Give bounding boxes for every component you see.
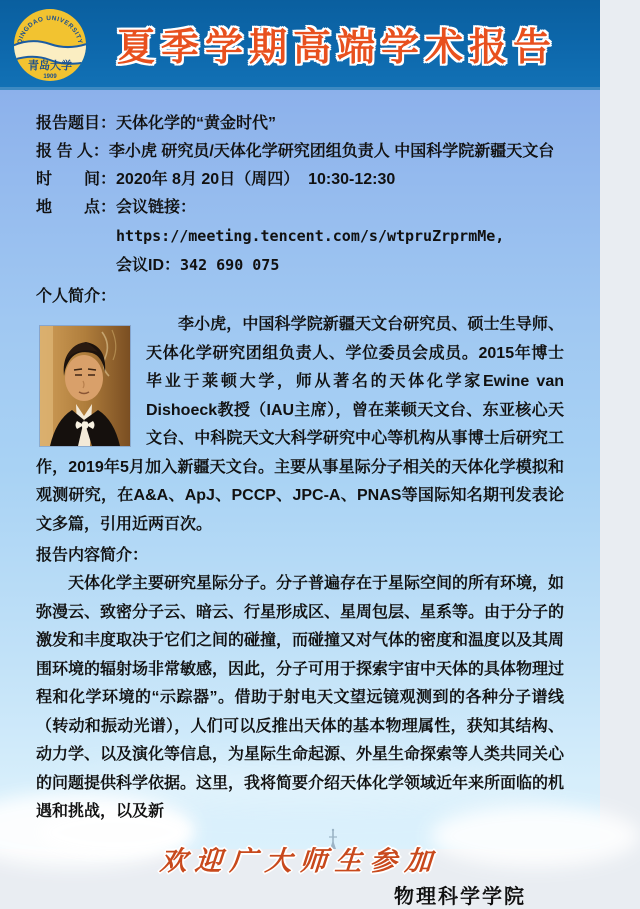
welcome-slogan: 欢迎广大师生参加 — [158, 845, 441, 877]
topic-value: 天体化学的“黄金时代” — [116, 115, 277, 132]
info-row-speaker — [36, 138, 564, 166]
meeting-id-label: 会议ID： — [116, 257, 181, 274]
poster-footer — [36, 839, 564, 909]
speaker-label: 报 告 人： — [36, 143, 109, 160]
location-value — [116, 194, 564, 251]
meeting-id-value — [116, 251, 279, 280]
svg-text:1909: 1909 — [43, 73, 57, 80]
poster-title: 夏季学期高端学术报告 — [116, 27, 557, 69]
meeting-id-number: 342 690 075 — [180, 256, 280, 274]
time-value: 2020年 8月 20日（周四） 10:30-12:30 — [116, 171, 396, 188]
qingdao-university-logo-icon — [12, 7, 88, 83]
bio-section — [36, 311, 564, 539]
bio-heading: 个人简介： — [36, 288, 117, 305]
info-row-location — [36, 194, 564, 251]
department-name: 物理科学学院 — [394, 885, 526, 908]
abstract-heading: 报告内容简介： — [36, 547, 149, 564]
poster-body — [0, 90, 600, 909]
svg-text:青岛大学: 青岛大学 — [28, 59, 72, 72]
bio-paragraph: 李小虎，中国科学院新疆天文台研究员、硕士生导师、天体化学研究团组负责人、学位委员会成员。2015年博士毕业于莱顿大学，师从著名的天体化学家Ewine van Dishoeck教授（IAU主席），曾在莱顿天文台、东亚核心天文台、中科院天文大科学研究中心等机构从事博士后研究工作，2019年5月加入新疆天文台。主要从事星际分子相关的天体化学模拟和观测研究，在A&A、ApJ、PCCP、JPC-A、PNAS等国际知名期刊发表论文多篇，引用近两百次。 — [36, 316, 564, 533]
abstract-paragraph: 天体化学主要研究星际分子。分子普遍存在于星际空间的所有环境，如弥漫云、致密分子云、暗云、行星形成区、星周包层、星系等。由于分子的激发和丰度取决于它们之间的碰撞，而碰撞又对气体的密度和温度以及其周围环境的辐射场非常敏感，因此，分子可用于探索宇宙中天体的具体物理过程和化学环境的“示踪器”。借助于射电天文望远镜观测到的各种分子谱线（转动和振动光谱），人们可以反推出天体的基本物理属性，获知其结构、动力学、以及演化等信息，为星际生命起源、外星生命探索等人类共同关心的问题提供科学依据。这里，我将简要介绍天体化学领域近年来所面临的机遇和挑战，以及新 — [36, 575, 565, 820]
meeting-link-label: 会议链接： — [116, 199, 197, 216]
time-label: 时 间： — [36, 171, 117, 188]
info-row-topic — [36, 110, 564, 138]
svg-text:QINGDAO UNIVERSITY: QINGDAO UNIVERSITY — [16, 14, 84, 45]
poster-header — [0, 0, 600, 90]
lecture-info-block — [36, 110, 564, 280]
location-label: 地 点： — [36, 199, 117, 216]
topic-label: 报告题目： — [36, 115, 117, 132]
speaker-photo — [40, 326, 130, 446]
meeting-link-url[interactable]: https://meeting.tencent.com/s/wtpruZrprmMe, — [116, 227, 505, 245]
speaker-value: 李小虎 研究员/天体化学研究团组负责人 中国科学院新疆天文台 — [108, 143, 555, 160]
info-row-meeting-id — [36, 251, 564, 280]
info-row-time — [36, 166, 564, 194]
